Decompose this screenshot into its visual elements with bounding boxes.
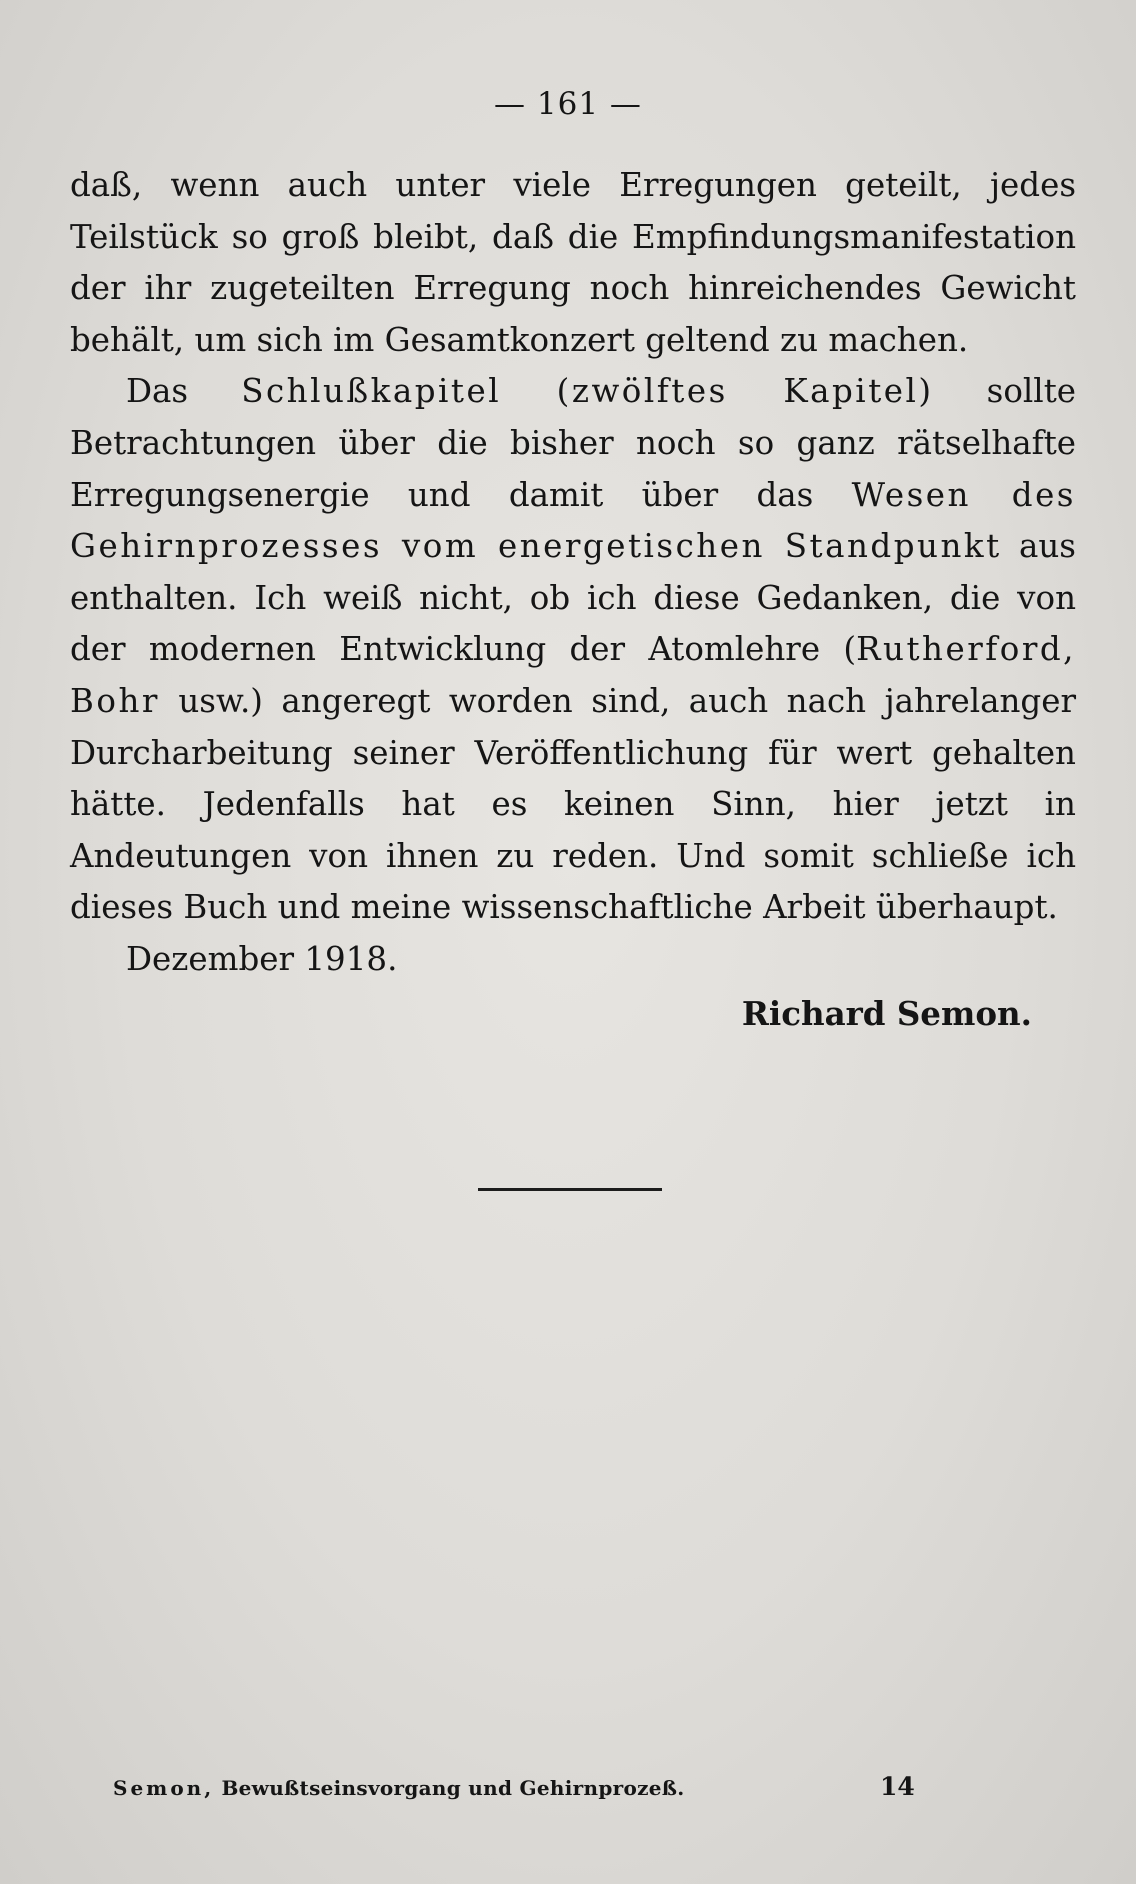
text-run: aus enthalten. Ich weiß nicht, ob ich diese Gedanken, die von der modernen Entwicklung der Atomlehre ( xyxy=(70,527,1076,669)
paragraph-closing-chapter xyxy=(70,366,1076,934)
spaced-emphasis-topic: Wesen des Gehirnprozesses vom energetischen Standpunkt xyxy=(70,475,1076,566)
text-run: Das xyxy=(126,372,242,411)
main-text xyxy=(70,160,1076,1039)
paragraph-continuation: daß, wenn auch unter viele Erregungen geteilt, jedes Teilstück so groß bleibt, daß die Empfindungsmanifestation der ihr zugeteilten Erregung noch hinreichendes Gewicht behält, um sich im Gesamtkonzert geltend zu machen. xyxy=(70,166,1076,359)
footer-title-line xyxy=(113,1776,685,1800)
divider-rule xyxy=(478,1188,662,1191)
text-run: usw.) angeregt worden sind, auch nach jahrelanger Durcharbeitung seiner Veröffentlichung für wert gehalten hätte. Jedenfalls hat es keinen Sinn, hier jetzt in Andeutungen von ihnen zu reden. Und somit schließe ich dieses Buch und meine wissenschaftliche Arbeit überhaupt. xyxy=(70,681,1076,927)
footer-author: Semon, xyxy=(113,1776,215,1800)
footer-signature-mark: 14 xyxy=(880,1772,915,1801)
spaced-emphasis-chapter: Schlußkapitel (zwölftes Kapitel) xyxy=(241,372,934,411)
author-signature: Richard Semon. xyxy=(741,993,1032,1033)
date-line: Dezember 1918. xyxy=(126,939,398,978)
text-run: sollte Betrachtungen über die bisher noch so ganz rätselhafte Erregungsenergie und damit über das xyxy=(70,372,1076,514)
spaced-emphasis-names: Rutherford, Bohr xyxy=(70,630,1076,720)
footer-book-title: Bewußtseinsvorgang und Gehirnprozeß. xyxy=(221,1776,685,1800)
page-number: — 161 — xyxy=(494,86,642,122)
